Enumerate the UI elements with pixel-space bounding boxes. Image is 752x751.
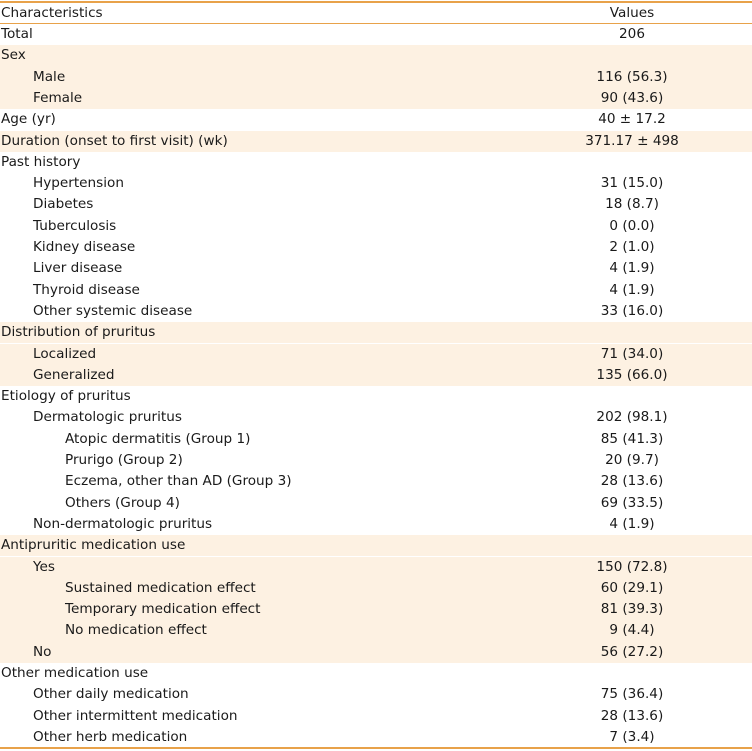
- table-row: [0, 173, 752, 194]
- row-label: Other medication use: [1, 665, 149, 681]
- row-label: Eczema, other than AD (Group 3): [65, 473, 292, 490]
- row-label: Antipruritic medication use: [1, 537, 186, 554]
- table-row: [0, 24, 752, 45]
- table-row: [0, 67, 752, 88]
- table-row: [0, 471, 752, 492]
- table-row: [0, 194, 752, 215]
- table-row: [0, 301, 752, 322]
- row-value: 90 (43.6): [600, 89, 664, 106]
- row-label: Kidney disease: [33, 239, 136, 255]
- row-label: Others (Group 4): [65, 494, 180, 511]
- table-row: [0, 514, 752, 535]
- table-row: [0, 535, 752, 556]
- row-label: Distribution of pruritus: [1, 324, 156, 341]
- table-header: [0, 3, 752, 23]
- table-row: [0, 344, 752, 365]
- table-row: [0, 258, 752, 279]
- row-value: 206: [619, 26, 645, 42]
- row-value: 60 (29.1): [600, 579, 664, 596]
- table-row: [0, 642, 752, 663]
- table-row: [0, 152, 752, 173]
- row-label: Etiology of pruritus: [1, 388, 131, 405]
- row-label: Atopic dermatitis (Group 1): [65, 430, 251, 447]
- row-value: 202 (98.1): [596, 409, 668, 426]
- row-value: 56 (27.2): [600, 643, 664, 660]
- row-value: 135 (66.0): [596, 366, 668, 383]
- row-label: Sex: [1, 47, 26, 64]
- table-row: [0, 727, 752, 748]
- row-label: Total: [1, 26, 33, 42]
- row-label: Sustained medication effect: [65, 579, 256, 596]
- row-value: 7 (3.4): [609, 728, 655, 745]
- row-label: Age (yr): [1, 111, 56, 128]
- row-label: Generalized: [33, 366, 115, 383]
- table-row: [0, 109, 752, 130]
- row-value: 18 (8.7): [605, 196, 659, 213]
- row-label: No: [33, 643, 52, 660]
- row-label: Localized: [33, 345, 97, 362]
- row-label: No medication effect: [65, 622, 207, 639]
- row-value: 2 (1.0): [609, 239, 655, 255]
- table-row: [0, 663, 752, 684]
- row-value: 33 (16.0): [600, 302, 664, 319]
- row-label: Other intermittent medication: [33, 707, 238, 724]
- row-value: 69 (33.5): [600, 494, 664, 511]
- row-value: 31 (15.0): [600, 175, 664, 192]
- table-row: [0, 45, 752, 66]
- row-label: Other systemic disease: [33, 302, 193, 319]
- table-row: [0, 322, 752, 343]
- row-label: Other daily medication: [33, 686, 189, 703]
- row-label: Dermatologic pruritus: [33, 409, 182, 426]
- row-label: Female: [33, 89, 83, 106]
- table-row: [0, 407, 752, 428]
- header-characteristics: Characteristics: [1, 5, 103, 21]
- table-row: [0, 450, 752, 471]
- row-value: 150 (72.8): [596, 558, 668, 575]
- table-row: [0, 706, 752, 727]
- row-label: Other herb medication: [33, 728, 188, 745]
- table-row: [0, 684, 752, 705]
- table-row: [0, 620, 752, 641]
- header-values: Values: [609, 5, 655, 21]
- row-value: 71 (34.0): [600, 345, 664, 362]
- row-value: 4 (1.9): [609, 281, 655, 298]
- row-label: Past history: [1, 153, 81, 170]
- row-value: 9 (4.4): [609, 622, 655, 639]
- row-label: Male: [33, 68, 66, 85]
- row-label: Diabetes: [33, 196, 94, 213]
- row-label: Temporary medication effect: [65, 601, 261, 618]
- row-label: Non-dermatologic pruritus: [33, 515, 213, 532]
- row-value: 28 (13.6): [600, 707, 664, 724]
- row-value: 85 (41.3): [600, 430, 664, 447]
- row-value: 4 (1.9): [609, 515, 655, 532]
- table-row: [0, 429, 752, 450]
- table-row: [0, 386, 752, 407]
- table-row: [0, 131, 752, 152]
- row-label: Prurigo (Group 2): [65, 452, 183, 468]
- row-label: Yes: [33, 558, 55, 575]
- table-row: [0, 280, 752, 301]
- bottom-rule: [0, 747, 752, 749]
- table-row: [0, 88, 752, 109]
- table-row: [0, 216, 752, 237]
- row-value: 0 (0.0): [609, 217, 655, 234]
- table-row: [0, 493, 752, 514]
- table-row: [0, 578, 752, 599]
- row-value: 116 (56.3): [596, 68, 668, 85]
- table-row: [0, 365, 752, 386]
- row-label: Duration (onset to first visit) (wk): [1, 132, 228, 149]
- table-row: [0, 237, 752, 258]
- row-value: 4 (1.9): [609, 260, 655, 277]
- row-label: Tuberculosis: [33, 217, 117, 234]
- table-row: [0, 557, 752, 578]
- row-label: Hypertension: [33, 175, 124, 192]
- row-value: 371.17 ± 498: [585, 132, 679, 149]
- row-value: 75 (36.4): [600, 686, 664, 703]
- row-value: 40 ± 17.2: [598, 111, 666, 128]
- row-label: Liver disease: [33, 260, 123, 277]
- table-row: [0, 599, 752, 620]
- row-value: 28 (13.6): [600, 473, 664, 490]
- row-label: Thyroid disease: [33, 281, 140, 298]
- row-value: 81 (39.3): [600, 601, 664, 618]
- row-value: 20 (9.7): [605, 452, 659, 468]
